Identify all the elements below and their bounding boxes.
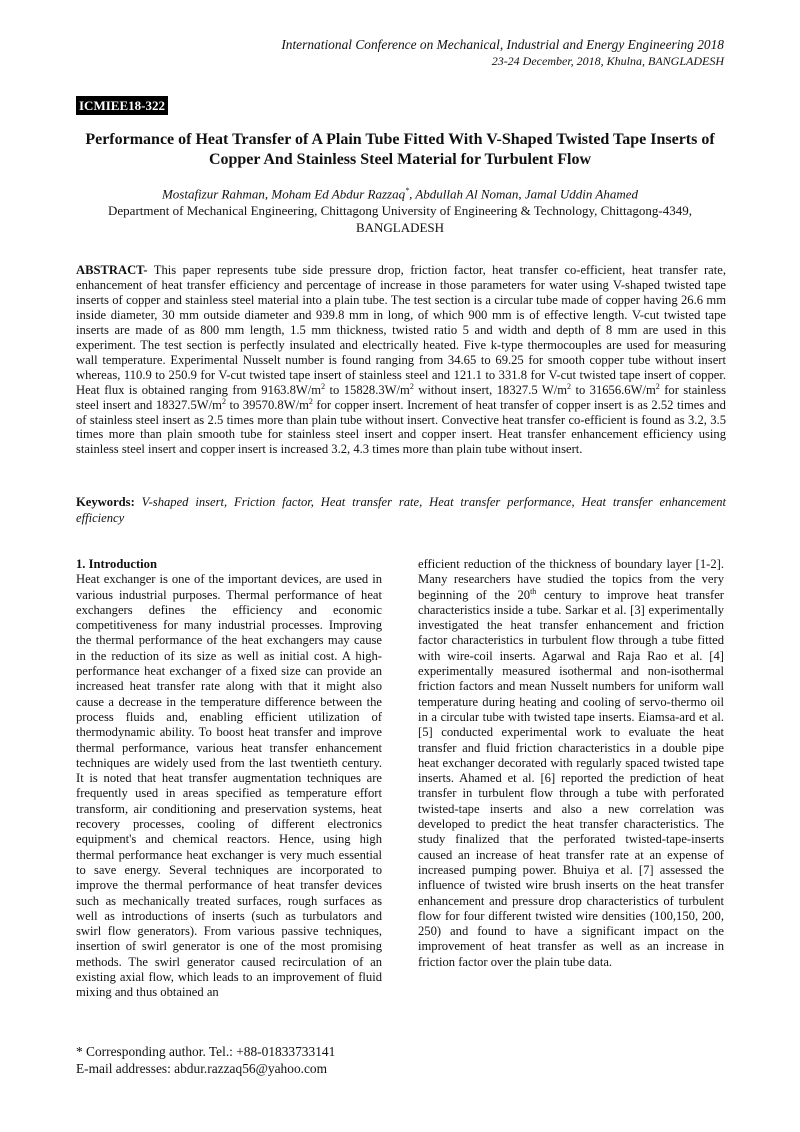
abstract-text-5: for stainless steel insert and 18327.5W/m bbox=[76, 382, 726, 412]
section-heading: 1. Introduction bbox=[76, 557, 157, 571]
abstract bbox=[76, 263, 726, 457]
superscript: 2 bbox=[567, 381, 572, 391]
corresponding-mark: * bbox=[405, 186, 410, 195]
conference-name: International Conference on Mechanical, Industrial and Energy Engineering 2018 bbox=[281, 37, 724, 52]
paper-title bbox=[60, 130, 740, 170]
paper-id-badge: ICMIEE18-322 bbox=[76, 96, 168, 115]
authors-block bbox=[60, 182, 740, 236]
affiliation: Department of Mechanical Engineering, Chittagong University of Engineering & Technology, Chittagong-4349, bbox=[108, 203, 692, 219]
corresponding-author-note: * Corresponding author. Tel.: +88-01833733141 bbox=[76, 1044, 336, 1059]
title-line-1: Performance of Heat Transfer of A Plain Tube Fitted With V-Shaped Twisted Tape Inserts of bbox=[85, 131, 715, 148]
author-names-part-1: Mostafizur Rahman, Moham Ed Abdur Razzaq bbox=[161, 186, 406, 202]
abstract-text-4: to 31656.6W/m bbox=[571, 382, 656, 397]
affiliation-country: BANGLADESH bbox=[355, 220, 445, 236]
intro-left-column bbox=[76, 557, 382, 1001]
keywords bbox=[76, 495, 726, 526]
abstract-text-3: without insert, 18327.5 W/m bbox=[413, 382, 568, 397]
email-note: E-mail addresses: abdur.razzaq56@yahoo.com bbox=[76, 1061, 328, 1076]
author-names bbox=[60, 182, 740, 202]
keywords-label: Keywords: bbox=[76, 495, 135, 509]
superscript: th bbox=[530, 586, 537, 596]
intro-right-text-2: century to improve heat transfer characteristics inside a tube. Sarkar et al. [3] experimentally investigated the heat transfer enhancement and friction factor characteristics in turbulent flow through a tube fitted with wire-coil inserts. Agarwal and Raja Rao et al. [4] experimentally measured isothermal and non-isothermal friction factors and mean Nusselt numbers for uniform wall temperature during heating and cooling of servo-thermo oil in a circular tube with twisted tape inserts. Eiamsa-ard et al. [5] conducted experimental work to evaluate the heat transfer and fluid friction characteristics in a double pipe heat exchanger decorated with regularly spaced twisted tape inserts. Ahamed et al. [6] reported the prediction of heat transfer in turbulent flow through a tube with perforated twisted-tape inserts and also a new correlation was developed to predict the heat transfer characteristics. The study finalized that the perforated twisted-tape-inserts caused an increase of heat transfer rate at an expense of increased pumping power. Bhuiya et al. [7] assessed the influence of twisted wire brush inserts on the heat transfer enhancement and pressure drop characteristics of turbulent flow for four different twisted wire densities (100,150, 200, 250) and found to have a significant impact on the improvement of heat transfer as well as an increase in friction factor over the plain tube data. bbox=[418, 587, 724, 969]
intro-paragraph-right bbox=[418, 557, 724, 970]
footnote bbox=[76, 1043, 335, 1077]
conference-date-place: 23-24 December, 2018, Khulna, BANGLADESH bbox=[491, 54, 724, 68]
superscript: 2 bbox=[321, 381, 326, 391]
abstract-text-2: to 15828.3W/m bbox=[325, 382, 410, 397]
conference-header bbox=[281, 37, 724, 69]
author-names-part-2: , Abdullah Al Noman, Jamal Uddin Ahamed bbox=[409, 186, 639, 202]
abstract-text-6: to 39570.8W/m bbox=[225, 397, 309, 412]
superscript: 2 bbox=[308, 396, 313, 406]
superscript: 2 bbox=[221, 396, 226, 406]
intro-right-column bbox=[418, 557, 724, 970]
keywords-list: V-shaped insert, Friction factor, Heat transfer rate, Heat transfer performance, Heat transfer enhancement efficiency bbox=[76, 495, 726, 525]
intro-paragraph-left: Heat exchanger is one of the important devices, are used in various industrial purposes. Thermal performance of heat exchangers defines the efficiency and economic competitiveness for many industrial processes. Improving the thermal performance of the heat exchangers may cause in the reduction of its size as well as initial cost. A high-performance heat exchanger of a fixed size can provide an increased heat transfer rate along with that it might also cause a decrease in the temperature difference between the process fluids and, enabling efficient utilization of thermodynamic ability. To boost heat transfer and improve thermal performance, various heat transfer enhancement techniques are widely used from the last twentieth century. It is noted that heat transfer augmentation techniques are frequently used in areas specified as temperature effort transform, air conditioning and preservation systems, heat recovery processes, cooling of different electronics equipment's and chemical reactors. Hence, using high thermal performance heat exchanger is very much essential to save energy. Several techniques are incorporated to improve the thermal performance of heat transfer devices such as mechanically treated surfaces, rough surfaces as well as introductions of inserts (such as turbulators and swirl flow generators). From various passive techniques, insertion of swirl generator is one of the most promising methods. The swirl generator caused recirculation of an existing axial flow, which leads to an improvement of fluid mixing and thus obtained an bbox=[76, 572, 382, 1000]
superscript: 2 bbox=[655, 381, 660, 391]
intro-right-text-1: efficient reduction of the thickness of boundary layer [1-2]. Many researchers have studied the topics from the very beginning of the 20 bbox=[418, 557, 724, 602]
superscript: 2 bbox=[409, 381, 414, 391]
abstract-text-1: This paper represents tube side pressure drop, friction factor, heat transfer co-efficient, heat transfer rate, enhancement of heat transfer efficiency and percentage of increase in those parameters for water using V-shaped twisted tape inserts of copper and stainless steel material into a plain tube. The test section is a circular tube made of copper having 26.6 mm inside diameter, 30 mm outside diameter and 939.8 mm in long, of which 900 mm is of effective length. V-cut twisted tape inserts are made of as 800 mm length, 1.5 mm thickness, twisted ratio 5 and width and depth of 8 mm are used in this experiment. The test section is perfectly insulated and electrically heated. Five k-type thermocouples are used for measuring wall temperature. Experimental Nusselt number is found ranging from 34.65 to 69.25 for smooth copper tube without insert whereas, 110.9 to 250.9 for V-cut twisted tape insert of stainless steel and 121.1 to 331.8 for V-cut twisted tape insert of copper. Heat flux is obtained ranging from 9163.8W/m bbox=[76, 263, 726, 397]
title-line-2: Copper And Stainless Steel Material for Turbulent Flow bbox=[208, 151, 592, 168]
abstract-label: ABSTRACT- bbox=[76, 263, 148, 277]
abstract-text-7: for copper insert. Increment of heat transfer of copper insert is as 2.52 times and of stainless steel insert as 2.5 times more than plain tube without insert. Convective heat transfer co-efficient is found as 3.2, 3.5 times more than plain smooth tube for stainless steel insert and copper insert. Heat transfer enhancement efficiency using stainless steel insert and copper insert is increased 3.2, 4.3 times more than plain tube without insert. bbox=[76, 397, 726, 457]
